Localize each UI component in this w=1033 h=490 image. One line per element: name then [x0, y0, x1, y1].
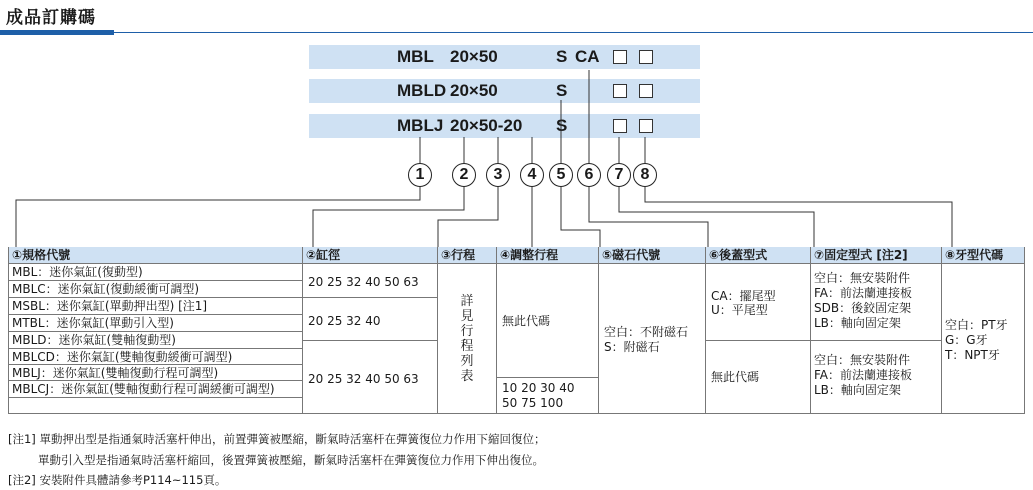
- adjust-values: 50 75 100: [502, 396, 564, 410]
- header-bore: ②缸徑: [303, 247, 437, 263]
- callout-3: 3: [486, 163, 510, 187]
- code-switch: S: [556, 116, 568, 135]
- rear-cover-option: CA：擺尾型: [711, 289, 776, 303]
- code-series: MBLD: [397, 81, 447, 100]
- rear-cover-none: 無此代碼: [711, 370, 760, 384]
- model-row: MBLC：迷你氣缸(復動緩衝可調型): [12, 282, 200, 296]
- rear-cover-option: U：平尾型: [711, 303, 768, 317]
- code-size: 20×50: [450, 47, 498, 66]
- header-thread: ⑧牙型代碼: [942, 247, 1024, 263]
- magnet-option: S：附磁石: [604, 340, 660, 354]
- model-row: MTBL：迷你氣缸(單動引入型): [12, 316, 174, 330]
- bore-values: 20 25 32 40 50 63: [308, 372, 419, 386]
- callout-2: 2: [452, 163, 476, 187]
- code-cover: CA: [575, 47, 600, 66]
- mounting-option: FA：前法蘭連接板: [814, 286, 913, 300]
- callout-7: 7: [607, 163, 631, 187]
- mounting-option: 空白：無安裝附件: [814, 353, 911, 367]
- section-title: 成品訂購碼: [6, 8, 96, 28]
- bore-values: 20 25 32 40: [308, 314, 381, 328]
- header-model: ①規格代號: [9, 247, 302, 263]
- callout-6: 6: [577, 163, 601, 187]
- mounting-option: LB：軸向固定架: [814, 383, 901, 397]
- header-stroke: ③行程: [438, 247, 496, 263]
- note-1-cont: 單動引入型是指通氣時活塞杆縮回，後置彈簧被壓縮，斷氣時活塞杆在彈簧復位力作用下伸出復位。: [38, 453, 544, 467]
- note-2: [注2] 安裝附件具體請參考P114~115頁。: [8, 473, 227, 487]
- header-adjust-stroke: ④調整行程: [497, 247, 598, 263]
- model-row: MBL：迷你氣缸(復動型): [12, 265, 143, 279]
- adjust-values: 10 20 30 40: [502, 381, 575, 395]
- bore-values: 20 25 32 40 50 63: [308, 275, 419, 289]
- code-size: 20×50: [450, 81, 498, 100]
- adjust-none: 無此代碼: [502, 314, 551, 328]
- code-switch: S: [556, 47, 568, 66]
- model-row: MBLCJ：迷你氣缸(雙軸復動行程可調緩衝可調型): [12, 382, 275, 396]
- thread-option: T：NPT牙: [945, 348, 1000, 362]
- code-size: 20×50-20: [450, 116, 523, 135]
- header-mounting: ⑦固定型式 [注2]: [811, 247, 941, 263]
- callout-5: 5: [549, 163, 573, 187]
- mounting-option: SDB：後鉸固定架: [814, 301, 912, 315]
- model-row: MBLD：迷你氣缸(雙軸復動型): [12, 333, 176, 347]
- mounting-option: 空白：無安裝附件: [814, 271, 911, 285]
- thread-option: G：G牙: [945, 333, 988, 347]
- callout-4: 4: [520, 163, 544, 187]
- model-row: MBLCD：迷你氣缸(雙軸復動緩衝可調型): [12, 350, 233, 364]
- model-row: MBLJ：迷你氣缸(雙軸復動行程可調型): [12, 366, 219, 380]
- mounting-option: LB：軸向固定架: [814, 316, 901, 330]
- code-series: MBLJ: [397, 116, 444, 135]
- header-magnet: ⑤磁石代號: [599, 247, 705, 263]
- code-switch: S: [556, 81, 568, 100]
- mounting-option: FA：前法蘭連接板: [814, 368, 913, 382]
- callout-8: 8: [633, 163, 657, 187]
- magnet-option: 空白：不附磁石: [604, 325, 689, 339]
- header-rear-cover: ⑥後蓋型式: [706, 247, 810, 263]
- thread-option: 空白：PT牙: [945, 318, 1008, 332]
- stroke-note: 詳 見 行 程 列 表: [460, 294, 474, 384]
- code-series: MBL: [397, 47, 434, 66]
- note-1: [注1] 單動押出型是指通氣時活塞杆伸出，前置彈簧被壓縮，斷氣時活塞杆在彈簧復位力作用下縮回復位；: [8, 432, 546, 446]
- model-row: MSBL：迷你氣缸(單動押出型) [注1]: [12, 299, 208, 313]
- callout-1: 1: [408, 163, 432, 187]
